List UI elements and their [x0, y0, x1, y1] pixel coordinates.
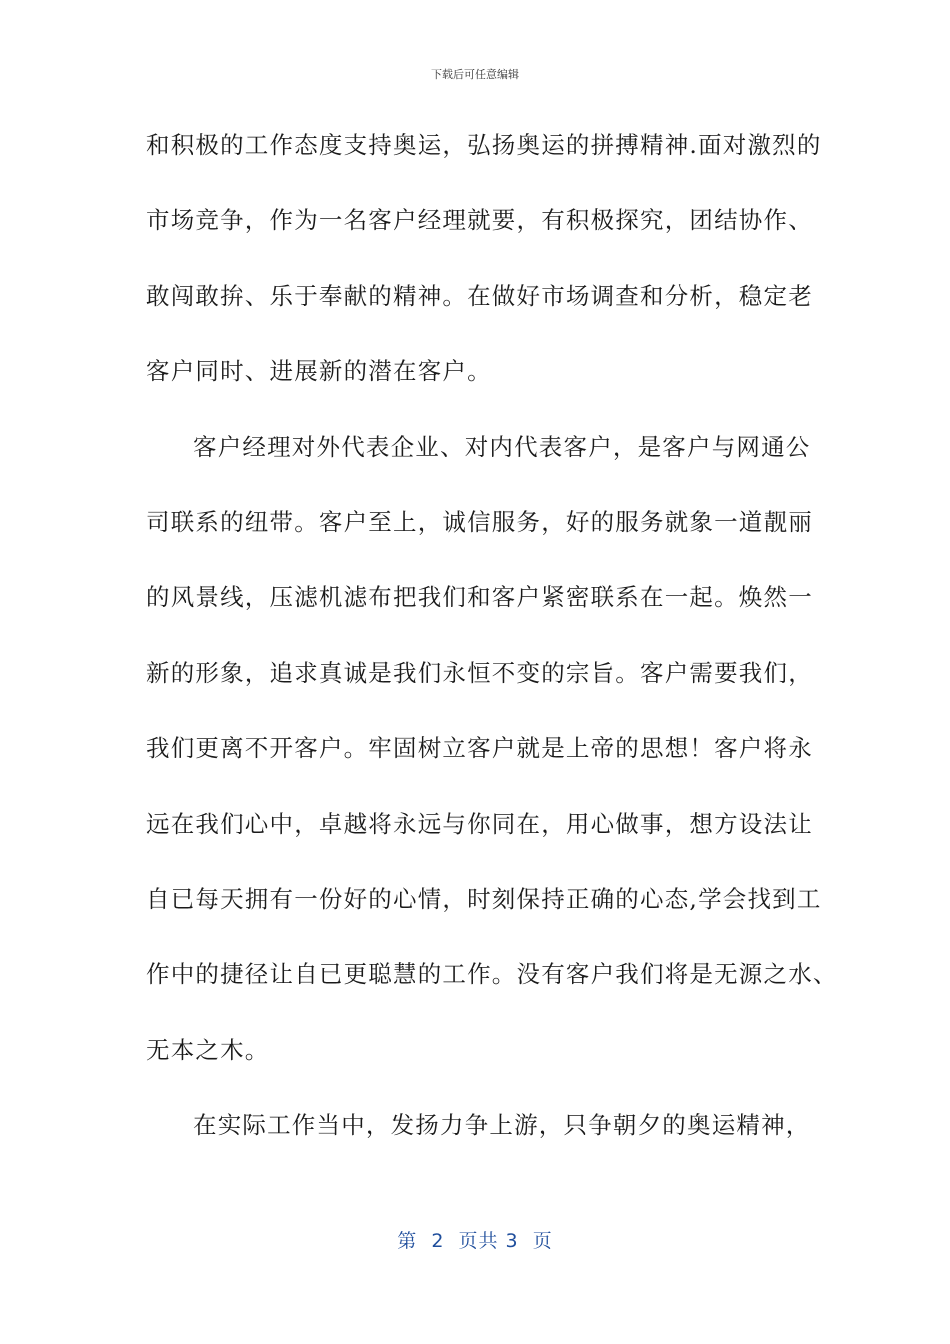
- text-line: 市场竞争，作为一名客户经理就要，有积极探究，团结协作、: [146, 206, 813, 235]
- document-body: [146, 122, 838, 1177]
- page-number-text: 第 2 页共 3 页: [397, 1230, 553, 1252]
- text-line: 我们更离不开客户。牢固树立客户就是上帝的思想！客户将永: [146, 734, 813, 763]
- paragraph-first-line: 客户经理对外代表企业、对内代表客户，是客户与网通公: [193, 432, 811, 461]
- text-line: 客户同时、进展新的潜在客户。: [146, 357, 492, 386]
- text-line: 远在我们心中，卓越将永远与你同在，用心做事，想方设法让: [146, 809, 813, 838]
- text-line: 新的形象，追求真诚是我们永恒不变的宗旨。客户需要我们，: [146, 658, 813, 687]
- text-line: 作中的捷径让自已更聪慧的工作。没有客户我们将是无源之水、: [146, 960, 838, 989]
- paragraph-first-line: 在实际工作当中，发扬力争上游，只争朝夕的奥运精神，: [193, 1111, 811, 1140]
- text-line: 司联系的纽带。客户至上，诚信服务，好的服务就象一道靓丽: [146, 507, 813, 536]
- text-line: 和积极的工作态度支持奥运，弘扬奥运的拼搏精神.面对激烈的: [146, 131, 822, 159]
- page-number-footer: [0, 1226, 950, 1253]
- text-line: 无本之木。: [146, 1035, 270, 1064]
- text-line: 自已每天拥有一份好的心情，时刻保持正确的心态,学会找到工: [146, 884, 822, 913]
- page-header: 下载后可任意编辑: [431, 68, 519, 81]
- text-line: 的风景线，压滤机滤布把我们和客户紧密联系在一起。焕然一: [146, 583, 813, 612]
- text-line: 敢闯敢拚、乐于奉献的精神。在做好市场调查和分析，稳定老: [146, 281, 813, 310]
